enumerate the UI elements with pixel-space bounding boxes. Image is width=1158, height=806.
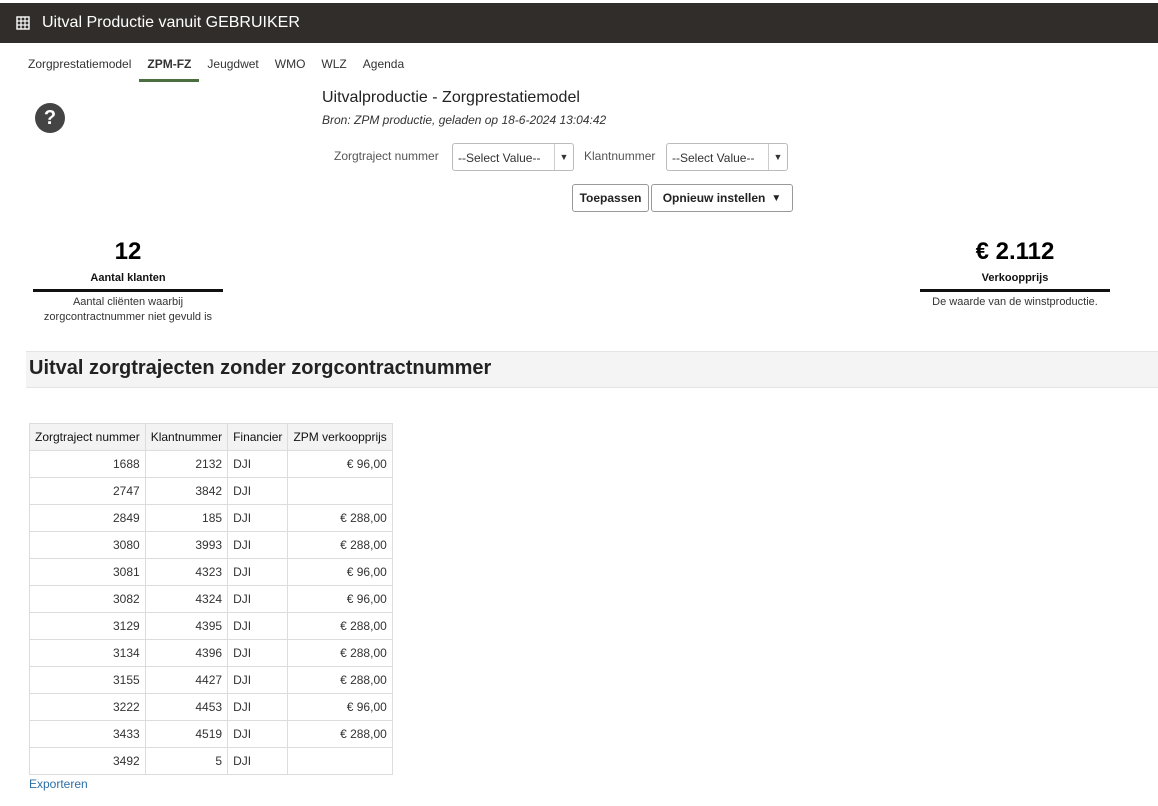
kpi-description: De waarde van de winstproductie. <box>932 296 1098 308</box>
table-cell: € 288,00 <box>288 721 392 748</box>
table-cell: € 288,00 <box>288 667 392 694</box>
table-cell: 4395 <box>145 613 227 640</box>
table-cell: 4324 <box>145 586 227 613</box>
table-cell: 3082 <box>30 586 146 613</box>
reset-button[interactable] <box>651 184 793 212</box>
table-cell: DJI <box>228 559 288 586</box>
klant-filter-label: Klantnummer <box>584 149 656 163</box>
table-row <box>30 694 393 721</box>
klant-select-value: --Select Value-- <box>672 151 755 165</box>
table-cell: € 288,00 <box>288 640 392 667</box>
table-cell: 3492 <box>30 748 146 775</box>
table-row <box>30 532 393 559</box>
kpi-value: 12 <box>114 238 142 265</box>
tab-zpm-fz[interactable]: ZPM-FZ <box>139 50 199 82</box>
section-title: Uitval zorgtrajecten zonder zorgcontractnummer <box>29 357 492 379</box>
table-cell: DJI <box>228 586 288 613</box>
column-header[interactable]: ZPM verkoopprijs <box>288 424 392 451</box>
table-row <box>30 613 393 640</box>
table-row <box>30 748 393 775</box>
column-header[interactable]: Klantnummer <box>145 424 227 451</box>
app-header <box>0 3 1158 43</box>
table-cell: DJI <box>228 667 288 694</box>
table-row <box>30 451 393 478</box>
apply-button[interactable]: Toepassen <box>572 184 649 212</box>
table-header-row <box>30 424 393 451</box>
column-header[interactable]: Zorgtraject nummer <box>30 424 146 451</box>
table-cell: DJI <box>228 505 288 532</box>
table-cell: DJI <box>228 532 288 559</box>
table-cell: DJI <box>228 721 288 748</box>
tab-wlz[interactable]: WLZ <box>321 57 347 71</box>
table-cell: 2132 <box>145 451 227 478</box>
kpi-label: Verkoopprijs <box>981 272 1049 284</box>
report-title: Uitvalproductie - Zorgprestatiemodel <box>322 89 580 106</box>
table-cell <box>288 748 392 775</box>
table-cell: DJI <box>228 694 288 721</box>
table-cell: € 288,00 <box>288 613 392 640</box>
kpi-value: € 2.112 <box>975 238 1055 265</box>
tab-agenda[interactable]: Agenda <box>362 57 405 71</box>
column-header[interactable]: Financier <box>228 424 288 451</box>
kpi-description: Aantal cliënten waarbij zorgcontractnummer niet gevuld is <box>43 296 213 323</box>
table-cell: 3993 <box>145 532 227 559</box>
traject-select[interactable] <box>452 143 574 171</box>
table-row <box>30 505 393 532</box>
app-title: Uitval Productie vanuit GEBRUIKER <box>42 14 300 31</box>
tab-zorgprestatiemodel[interactable]: Zorgprestatiemodel <box>28 57 132 71</box>
table-cell: 1688 <box>30 451 146 478</box>
table-cell: 185 <box>145 505 227 532</box>
reset-button-label: Opnieuw instellen <box>662 191 766 205</box>
traject-select-value: --Select Value-- <box>458 151 541 165</box>
table-cell: DJI <box>228 613 288 640</box>
table-cell: € 96,00 <box>288 694 392 721</box>
traject-filter-label: Zorgtraject nummer <box>334 149 439 163</box>
table-row <box>30 559 393 586</box>
table-cell: 3155 <box>30 667 146 694</box>
table-cell: 3129 <box>30 613 146 640</box>
kpi-divider <box>33 289 223 292</box>
export-link[interactable]: Exporteren <box>29 777 88 791</box>
table-cell: 4323 <box>145 559 227 586</box>
table-cell: 3842 <box>145 478 227 505</box>
section-header <box>26 351 1158 388</box>
table-cell: DJI <box>228 478 288 505</box>
table-cell: € 288,00 <box>288 505 392 532</box>
table-cell: DJI <box>228 451 288 478</box>
table-cell: 2849 <box>30 505 146 532</box>
kpi-aantal-klanten <box>33 238 223 325</box>
grid-icon[interactable] <box>16 16 30 30</box>
table-cell: 3081 <box>30 559 146 586</box>
help-icon[interactable]: ? <box>35 103 65 133</box>
results-table <box>29 423 393 775</box>
chevron-down-icon: ▼ <box>554 144 573 170</box>
table-cell: 3134 <box>30 640 146 667</box>
report-source: Bron: ZPM productie, geladen op 18-6-2024 13:04:42 <box>322 113 607 127</box>
table-cell <box>288 478 392 505</box>
table-cell: 4427 <box>145 667 227 694</box>
table-row <box>30 667 393 694</box>
caret-down-icon: ▼ <box>771 192 782 204</box>
tab-jeugdwet[interactable]: Jeugdwet <box>207 57 259 71</box>
table-cell: € 96,00 <box>288 586 392 613</box>
table-cell: 3433 <box>30 721 146 748</box>
table-cell: 4396 <box>145 640 227 667</box>
table-row <box>30 640 393 667</box>
table-cell: 2747 <box>30 478 146 505</box>
table-row <box>30 721 393 748</box>
klant-select[interactable] <box>666 143 788 171</box>
table-cell: € 96,00 <box>288 451 392 478</box>
tab-bar <box>20 50 412 82</box>
chevron-down-icon: ▼ <box>768 144 787 170</box>
table-cell: 4453 <box>145 694 227 721</box>
kpi-verkoopprijs <box>920 238 1110 310</box>
table-cell: DJI <box>228 748 288 775</box>
table-cell: 3080 <box>30 532 146 559</box>
kpi-label: Aantal klanten <box>90 272 166 284</box>
table-cell: 3222 <box>30 694 146 721</box>
tab-wmo[interactable]: WMO <box>274 57 306 71</box>
table-row <box>30 586 393 613</box>
table-cell: € 288,00 <box>288 532 392 559</box>
table-row <box>30 478 393 505</box>
table-cell: DJI <box>228 640 288 667</box>
kpi-divider <box>920 289 1110 292</box>
table-cell: € 96,00 <box>288 559 392 586</box>
table-cell: 5 <box>145 748 227 775</box>
table-cell: 4519 <box>145 721 227 748</box>
